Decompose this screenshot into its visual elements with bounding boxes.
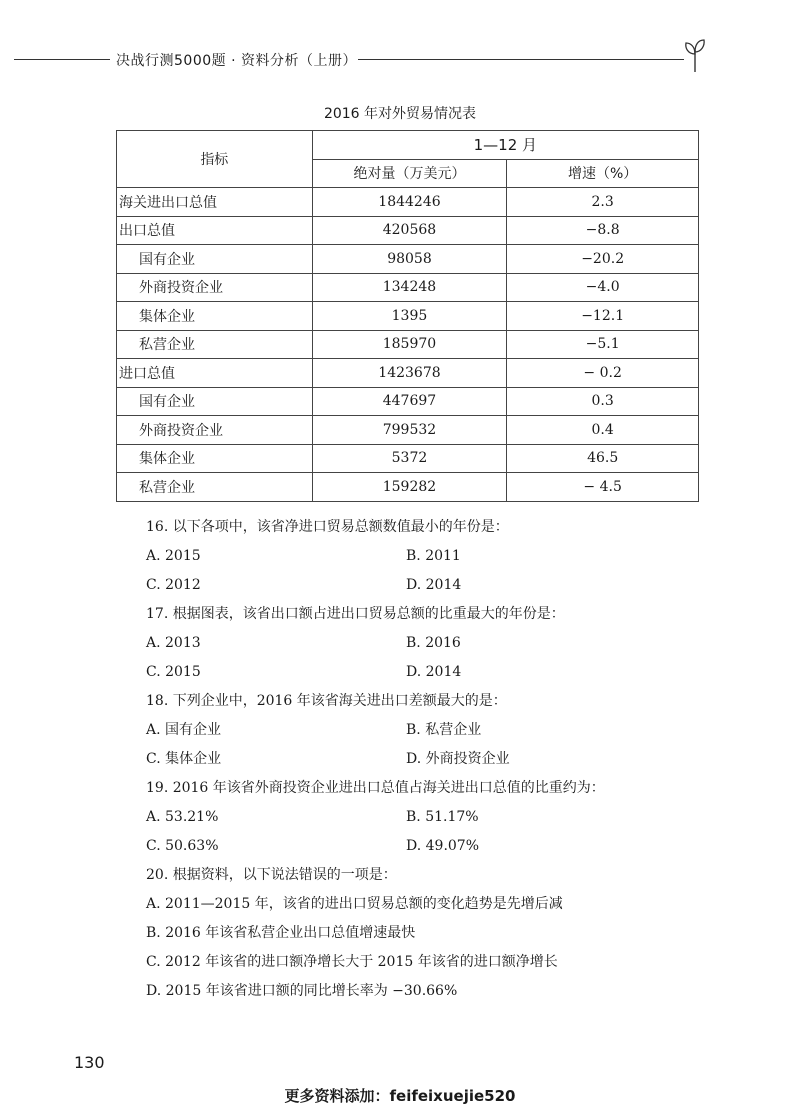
table-row [117, 188, 699, 217]
row-value: 98058 [312, 245, 507, 274]
row-growth: 46.5 [507, 444, 699, 473]
question-17-stem: 17. 根据图表，该省出口额占进出口贸易总额的比重最大的年份是： [146, 606, 565, 622]
row-value: 5372 [312, 444, 507, 473]
row-value: 447697 [312, 387, 507, 416]
trade-table [116, 130, 699, 502]
row-growth: 0.3 [507, 387, 699, 416]
question-16-stem: 16. 以下各项中，该省净进口贸易总额数值最小的年份是： [146, 519, 509, 535]
table-row [117, 359, 699, 388]
footer-note: 更多资料添加：feifeixuejie520 [284, 1087, 516, 1105]
row-growth: − 4.5 [507, 473, 699, 502]
row-value: 185970 [312, 330, 507, 359]
row-name: 私营企业 [117, 473, 313, 502]
table-row [117, 444, 699, 473]
row-name: 集体企业 [117, 444, 313, 473]
row-name: 外商投资企业 [117, 273, 313, 302]
table-row [117, 330, 699, 359]
row-name: 外商投资企业 [117, 416, 313, 445]
row-value: 799532 [312, 416, 507, 445]
row-name: 海关进出口总值 [117, 188, 313, 217]
header-rule-left [14, 59, 110, 60]
page-number: 130 [74, 1053, 105, 1072]
sprout-icon [682, 34, 708, 74]
option-b: B. 51.17% [406, 809, 479, 825]
row-name: 国有企业 [117, 387, 313, 416]
option-d: D. 2014 [406, 577, 462, 593]
option-b: B. 2016 年该省私营企业出口总值增速最快 [146, 925, 416, 941]
page-header [0, 46, 800, 74]
option-c: C. 2012 [146, 577, 201, 593]
option-a: A. 2015 [146, 548, 201, 564]
header-period: 1—12 月 [312, 131, 698, 160]
row-growth: − 0.2 [507, 359, 699, 388]
option-d: D. 外商投资企业 [406, 751, 510, 767]
row-value: 420568 [312, 216, 507, 245]
row-growth: 2.3 [507, 188, 699, 217]
option-a: A. 2013 [146, 635, 201, 651]
option-d: D. 2015 年该省进口额的同比增长率为 −30.66% [146, 983, 458, 999]
option-c: C. 50.63% [146, 838, 219, 854]
header-growth: 增速（%） [507, 159, 699, 188]
table-row [117, 387, 699, 416]
table-row [117, 245, 699, 274]
row-growth: −8.8 [507, 216, 699, 245]
row-name: 国有企业 [117, 245, 313, 274]
book-title: 决战行测5000题 · 资料分析（上册） [116, 53, 357, 69]
row-growth: −12.1 [507, 302, 699, 331]
option-b: B. 2016 [406, 635, 461, 651]
option-b: B. 私营企业 [406, 722, 482, 738]
option-a: A. 53.21% [146, 809, 219, 825]
row-value: 159282 [312, 473, 507, 502]
row-growth: −20.2 [507, 245, 699, 274]
row-growth: 0.4 [507, 416, 699, 445]
header-indicator: 指标 [117, 131, 313, 188]
question-20-stem: 20. 根据资料，以下说法错误的一项是： [146, 867, 397, 883]
option-c: C. 集体企业 [146, 751, 222, 767]
row-growth: −5.1 [507, 330, 699, 359]
option-c: C. 2015 [146, 664, 201, 680]
row-value: 1423678 [312, 359, 507, 388]
row-name: 集体企业 [117, 302, 313, 331]
row-growth: −4.0 [507, 273, 699, 302]
table-row [117, 416, 699, 445]
row-name: 私营企业 [117, 330, 313, 359]
option-a: A. 国有企业 [146, 722, 222, 738]
row-value: 134248 [312, 273, 507, 302]
table-title: 2016 年对外贸易情况表 [323, 106, 477, 122]
question-18-stem: 18. 下列企业中，2016 年该省海关进出口差额最大的是： [146, 693, 507, 709]
question-19-stem: 19. 2016 年该省外商投资企业进出口总值占海关进出口总值的比重约为： [146, 780, 605, 796]
table-row [117, 473, 699, 502]
row-name: 进口总值 [117, 359, 313, 388]
table-row [117, 302, 699, 331]
header-rule-right [358, 59, 684, 60]
row-name: 出口总值 [117, 216, 313, 245]
option-d: D. 49.07% [406, 838, 480, 854]
row-value: 1395 [312, 302, 507, 331]
question-list [146, 513, 706, 1006]
row-value: 1844246 [312, 188, 507, 217]
table-row [117, 273, 699, 302]
header-absolute: 绝对量（万美元） [312, 159, 507, 188]
option-d: D. 2014 [406, 664, 462, 680]
table-row [117, 216, 699, 245]
option-a: A. 2011—2015 年，该省的进出口贸易总额的变化趋势是先增后减 [146, 896, 563, 912]
option-c: C. 2012 年该省的进口额净增长大于 2015 年该省的进口额净增长 [146, 954, 558, 970]
option-b: B. 2011 [406, 548, 461, 564]
